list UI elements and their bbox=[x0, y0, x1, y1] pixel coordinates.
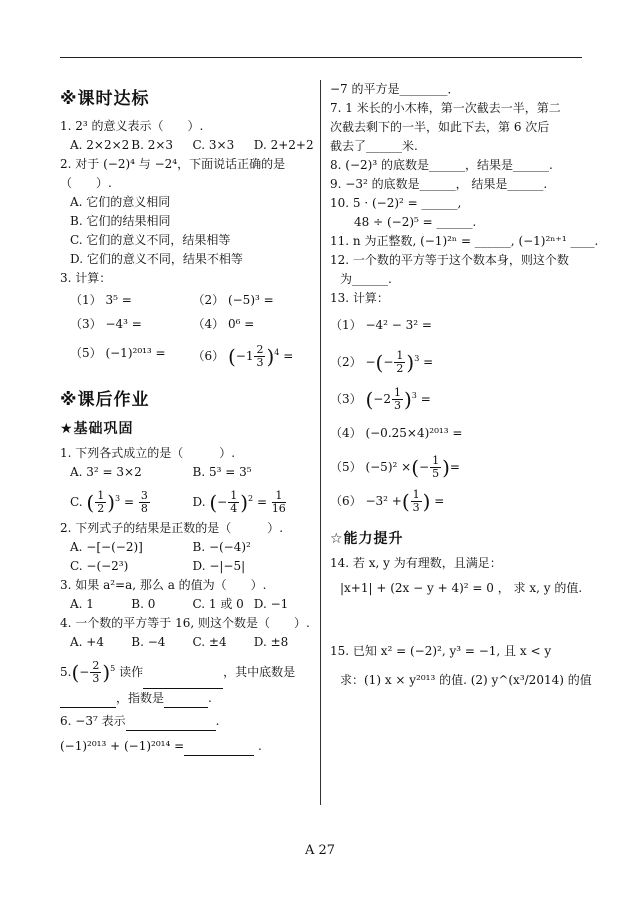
column-divider bbox=[320, 80, 321, 805]
q3-text: 3. 计算： bbox=[60, 271, 112, 285]
h3-text: 3. 如果 a²=a, 那么 a 的值为（ ）. bbox=[60, 578, 267, 592]
h5-text: 5.(− $\frac{2}{3}$ )$^5$ 读作 ，其中底数是 bbox=[60, 652, 315, 689]
q3-item6: （6） (−1 $\frac{2}{3}$ )$^4$ = bbox=[192, 343, 294, 369]
h4-options bbox=[60, 633, 315, 652]
q2-paren: （ ）. bbox=[60, 176, 112, 190]
q3-item5: （5） (−1)²⁰¹³ = bbox=[70, 346, 166, 360]
h6-text: 6. −3⁷ 表示 . bbox=[60, 712, 315, 731]
q1-text: 1. 2³ 的意义表示（ ）. bbox=[60, 119, 204, 133]
q2-text: 2. 对于 (−2)⁴ 与 −2⁴，下面说话正确的是 bbox=[60, 157, 286, 171]
h4-option-b: B. −4 bbox=[131, 635, 166, 649]
h3-option-c: C. 1 或 0 bbox=[192, 597, 244, 611]
r13-item5: （5） (−5)² ×(− $\frac{1}{5}$ )= bbox=[330, 454, 460, 480]
subsection-basic: ★基础巩固 bbox=[60, 421, 134, 437]
h4-option-d: D. ±8 bbox=[253, 635, 289, 649]
page-number: A 27 bbox=[304, 843, 336, 858]
q3-item4: （4） 0⁶ = bbox=[192, 317, 255, 331]
q2-option-b: B. 它们的结果相同 bbox=[70, 214, 171, 228]
h4-option-c: C. ±4 bbox=[192, 635, 227, 649]
q2-option-a: A. 它们的意义相同 bbox=[70, 195, 171, 209]
r14-line2: |x+1| + (2x − y + 4)² = 0 ， 求 x, y 的值. bbox=[340, 581, 583, 595]
r10b: 48 ÷ (−2)⁵ = ______. bbox=[354, 215, 477, 229]
r12-line1: 12. 一个数的平方等于这个数本身，则这个数 bbox=[330, 253, 569, 267]
h2-option-b: B. −(−4)² bbox=[192, 540, 251, 554]
h2-options-ab bbox=[60, 538, 315, 557]
h2-option-a: A. −[−(−2)] bbox=[70, 540, 143, 554]
r13-item1: （1） −4² − 3² = bbox=[330, 318, 432, 332]
q3-item1: （1） 3⁵ = bbox=[70, 293, 132, 307]
q2-option-d: D. 它们的意义不同，结果不相等 bbox=[70, 252, 243, 266]
r15-line2: 求：(1) x × y²⁰¹³ 的值. (2) y^(x³/2014) 的值 bbox=[340, 673, 592, 687]
h1-option-b: B. 5³ = 3⁵ bbox=[192, 465, 252, 479]
r9: 9. −3² 的底数是______， 结果是______. bbox=[330, 177, 548, 191]
h3-option-a: A. 1 bbox=[70, 597, 94, 611]
r7-line3: 截去了______米. bbox=[330, 139, 418, 153]
top-rule bbox=[60, 57, 582, 58]
r13-item2: （2） −(− $\frac{1}{2}$ )$^3$ = bbox=[330, 349, 434, 375]
q1-option-b: B. 2×3 bbox=[131, 138, 174, 152]
q3-item3: （3） −4³ = bbox=[70, 317, 142, 331]
h4-option-a: A. +4 bbox=[70, 635, 104, 649]
section-title-homework: ※课后作业 bbox=[60, 390, 150, 410]
h1-option-c: C. ( $\frac{1}{2}$ )$^3$ = $\frac{3}{8}$ bbox=[70, 489, 148, 515]
h2-options-cd bbox=[60, 557, 315, 576]
r7-line1: 7. 1 米长的小木棒，第一次截去一半，第二 bbox=[330, 101, 561, 115]
h2-text: 2. 下列式子的结果是正数的是（ ）. bbox=[60, 521, 284, 535]
q3-row1 bbox=[60, 288, 315, 312]
r13-item4: （4） (−0.25×4)²⁰¹³ = bbox=[330, 426, 463, 440]
right-column bbox=[330, 80, 599, 690]
h1-option-a: A. 3² = 3×2 bbox=[70, 465, 142, 479]
r10a: 10. 5 · (−2)² = ______, bbox=[330, 196, 462, 210]
r8: 8. (−2)³ 的底数是______，结果是______. bbox=[330, 158, 553, 172]
h1-option-d: D. (− $\frac{1}{4}$ )$^2$ = $\frac{1}{16}$ bbox=[192, 489, 286, 515]
r13-item3: （3） (−2 $\frac{1}{3}$ )$^3$ = bbox=[330, 386, 431, 412]
h2-option-d: D. −|−5| bbox=[192, 559, 246, 573]
r13-item6: （6） −3² +( $\frac{1}{3}$ ) = bbox=[330, 488, 445, 514]
r13-text: 13. 计算： bbox=[330, 291, 389, 305]
section-title-class: ※课时达标 bbox=[60, 89, 150, 109]
h3-options bbox=[60, 595, 315, 614]
r15-line1: 15. 已知 x² = (−2)², y³ = −1, 且 x < y bbox=[330, 644, 552, 658]
h1-options-cd bbox=[60, 482, 315, 519]
q2-option-c: C. 它们的意义不同，结果相等 bbox=[70, 233, 231, 247]
h2-option-c: C. −(−2³) bbox=[70, 559, 129, 573]
h1-options-ab bbox=[60, 463, 315, 482]
h1-text: 1. 下列各式成立的是（ ）. bbox=[60, 446, 236, 460]
r12-line2: 为______. bbox=[340, 272, 392, 286]
q1-option-a: A. 2×2×2 bbox=[70, 138, 130, 152]
q3-item2: （2） (−5)³ = bbox=[192, 293, 274, 307]
r-neg7-square: −7 的平方是________． bbox=[330, 82, 460, 96]
h3-option-d: D. −1 bbox=[253, 597, 289, 611]
r11: 11. n 为正整数, (−1)²ⁿ = ______, (−1)²ⁿ⁺¹ ____. bbox=[330, 234, 599, 248]
h5-text-2: ，指数是 . bbox=[60, 689, 315, 708]
r14-line1: 14. 若 x, y 为有理数，且满足： bbox=[330, 556, 502, 570]
h6-expr: (−1)²⁰¹³ + (−1)²⁰¹⁴ = . bbox=[60, 737, 315, 756]
q3-row2 bbox=[60, 312, 315, 336]
r7-line2: 次截去剩下的一半，如此下去，第 6 次后 bbox=[330, 120, 550, 134]
left-column bbox=[60, 82, 315, 756]
q3-row3 bbox=[60, 336, 315, 373]
q1-option-c: C. 3×3 bbox=[192, 138, 235, 152]
h3-option-b: B. 0 bbox=[131, 597, 156, 611]
h4-text: 4. 一个数的平方等于 16, 则这个数是（ ）. bbox=[60, 616, 310, 630]
q1-option-d: D. 2+2+2 bbox=[253, 138, 314, 152]
q1-options bbox=[60, 136, 315, 155]
section-ability: ☆能力提升 bbox=[330, 531, 404, 547]
